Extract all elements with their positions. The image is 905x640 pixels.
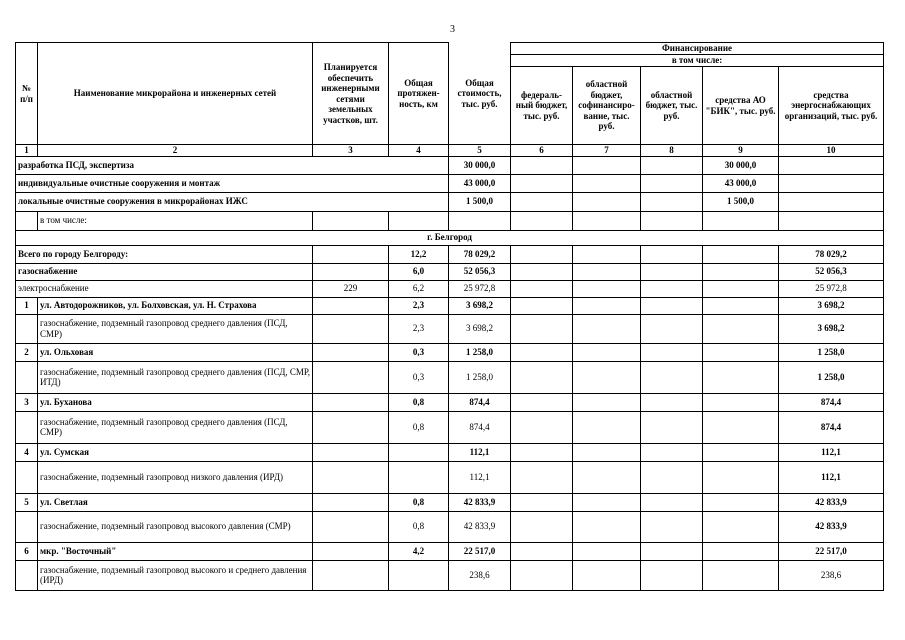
column-number: 10: [779, 145, 884, 157]
item-name: ул. Буханова: [38, 393, 313, 411]
sub-row: [16, 511, 884, 542]
sub-row: [16, 560, 884, 590]
sub-cost: 42 833,9: [449, 511, 511, 542]
sub-name: газоснабжение, подземный газопровод среднего давления (ПСД, СМР): [38, 314, 313, 343]
header-plots: Планируется обеспечить инженерными сетями земельных участков, шт.: [313, 43, 389, 145]
sub-energy: 1 258,0: [779, 361, 884, 393]
sub-energy: 3 698,2: [779, 314, 884, 343]
item-row: [16, 297, 884, 314]
sub-row: [16, 461, 884, 493]
sub-name: газоснабжение, подземный газопровод среднего давления (ПСД, СМР, ИТД): [38, 361, 313, 393]
item-num: 4: [16, 443, 38, 461]
item-length: 0,8: [389, 493, 449, 511]
column-number: 5: [449, 145, 511, 157]
row-name: газоснабжение: [16, 263, 313, 280]
sub-energy: 42 833,9: [779, 511, 884, 542]
row-cost: 78 029,2: [449, 245, 511, 263]
row-bik: 43 000,0: [703, 174, 779, 192]
row-plots: 229: [313, 280, 389, 297]
sub-length: 0,3: [389, 361, 449, 393]
total-row: [16, 245, 884, 263]
row-name: электроснабжение: [16, 280, 313, 297]
row-length: 12,2: [389, 245, 449, 263]
header-energy: средства энергоснабжающих организаций, тыс. руб.: [779, 67, 884, 145]
row-cost: 30 000,0: [449, 156, 511, 174]
row-name: локальные очистные сооружения в микрорайонах ИЖС: [16, 192, 449, 211]
row-energy: 52 056,3: [779, 263, 884, 280]
item-cost: 874,4: [449, 393, 511, 411]
item-row: [16, 542, 884, 560]
column-number: 4: [389, 145, 449, 157]
sub-row: [16, 361, 884, 393]
row-energy: 78 029,2: [779, 245, 884, 263]
column-number: 1: [16, 145, 38, 157]
total-row: [16, 280, 884, 297]
row-cost: 52 056,3: [449, 263, 511, 280]
sub-cost: 238,6: [449, 560, 511, 590]
header-name: Наименование микрорайона и инженерных сетей: [38, 43, 313, 145]
column-number: 8: [641, 145, 703, 157]
row-plots: [313, 245, 389, 263]
financing-table: [15, 42, 884, 591]
item-row: [16, 443, 884, 461]
header-financing: Финансирование: [511, 43, 884, 55]
row-cost: 25 972,8: [449, 280, 511, 297]
row-cost: 43 000,0: [449, 174, 511, 192]
sub-cost: 3 698,2: [449, 314, 511, 343]
header-num: № п/п: [16, 43, 38, 145]
item-num: 1: [16, 297, 38, 314]
item-energy: 1 258,0: [779, 343, 884, 361]
sub-name: газоснабжение, подземный газопровод низкого давления (ИРД): [38, 461, 313, 493]
header-including: в том числе:: [511, 55, 884, 67]
item-row: [16, 343, 884, 361]
sub-energy: 238,6: [779, 560, 884, 590]
sub-row: [16, 411, 884, 443]
item-num: 3: [16, 393, 38, 411]
column-number: 3: [313, 145, 389, 157]
sub-energy: 874,4: [779, 411, 884, 443]
column-numbers-row: [16, 145, 884, 157]
item-length: 0,3: [389, 343, 449, 361]
item-length: 2,3: [389, 297, 449, 314]
header-regional: областной бюджет, тыс. руб.: [641, 67, 703, 145]
total-row: [16, 263, 884, 280]
column-number: 2: [38, 145, 313, 157]
row-name: в том числе:: [38, 211, 313, 230]
page-number: 3: [450, 24, 455, 35]
item-name: ул. Сумская: [38, 443, 313, 461]
city-title: г. Белгород: [16, 230, 884, 245]
sub-length: 0,8: [389, 511, 449, 542]
table-row: [16, 211, 884, 230]
table-row: [16, 156, 884, 174]
sub-name: газоснабжение, подземный газопровод высокого и среднего давления (ИРД): [38, 560, 313, 590]
table-row: [16, 174, 884, 192]
item-length: 4,2: [389, 542, 449, 560]
header-bik: средства АО "БИК", тыс. руб.: [703, 67, 779, 145]
row-cost: 1 500,0: [449, 192, 511, 211]
sub-name: газоснабжение, подземный газопровод среднего давления (ПСД, СМР): [38, 411, 313, 443]
sub-length: 2,3: [389, 314, 449, 343]
row-bik: 1 500,0: [703, 192, 779, 211]
sub-length: [389, 560, 449, 590]
column-number: 9: [703, 145, 779, 157]
item-energy: 42 833,9: [779, 493, 884, 511]
sub-cost: 1 258,0: [449, 361, 511, 393]
item-energy: 874,4: [779, 393, 884, 411]
row-name: разработка ПСД, экспертиза: [16, 156, 449, 174]
sub-name: газоснабжение, подземный газопровод высокого давления (СМР): [38, 511, 313, 542]
item-num: 2: [16, 343, 38, 361]
item-cost: 1 258,0: [449, 343, 511, 361]
item-length: 0,8: [389, 393, 449, 411]
sub-cost: 112,1: [449, 461, 511, 493]
row-name: индивидуальные очистные сооружения и монтаж: [16, 174, 449, 192]
item-energy: 3 698,2: [779, 297, 884, 314]
sub-cost: 874,4: [449, 411, 511, 443]
header-length: Общая протяжен-ность, км: [389, 43, 449, 145]
item-row: [16, 393, 884, 411]
sub-row: [16, 314, 884, 343]
item-name: ул. Светлая: [38, 493, 313, 511]
item-energy: 22 517,0: [779, 542, 884, 560]
item-cost: 42 833,9: [449, 493, 511, 511]
row-bik: 30 000,0: [703, 156, 779, 174]
item-energy: 112,1: [779, 443, 884, 461]
row-name: Всего по городу Белгороду:: [16, 245, 313, 263]
column-number: 6: [511, 145, 573, 157]
row-energy: 25 972,8: [779, 280, 884, 297]
row-length: 6,0: [389, 263, 449, 280]
header-federal: федераль-ный бюджет, тыс. руб.: [511, 67, 573, 145]
city-row: [16, 230, 884, 245]
item-num: 6: [16, 542, 38, 560]
item-name: ул. Автодорожников, ул. Болховская, ул. Н. Страхова: [38, 297, 313, 314]
row-length: 6,2: [389, 280, 449, 297]
item-cost: 3 698,2: [449, 297, 511, 314]
column-number: 7: [573, 145, 641, 157]
table-row: [16, 192, 884, 211]
sub-energy: 112,1: [779, 461, 884, 493]
item-length: [389, 443, 449, 461]
sub-length: [389, 461, 449, 493]
sub-length: 0,8: [389, 411, 449, 443]
item-cost: 112,1: [449, 443, 511, 461]
item-name: ул. Ольховая: [38, 343, 313, 361]
item-cost: 22 517,0: [449, 542, 511, 560]
item-row: [16, 493, 884, 511]
header-cost: Общая стоимость, тыс. руб.: [449, 43, 511, 145]
item-name: мкр. "Восточный": [38, 542, 313, 560]
header-regional-cofin: областной бюджет, софинансиро-вание, тыс. руб.: [573, 67, 641, 145]
item-num: 5: [16, 493, 38, 511]
row-plots: [313, 263, 389, 280]
